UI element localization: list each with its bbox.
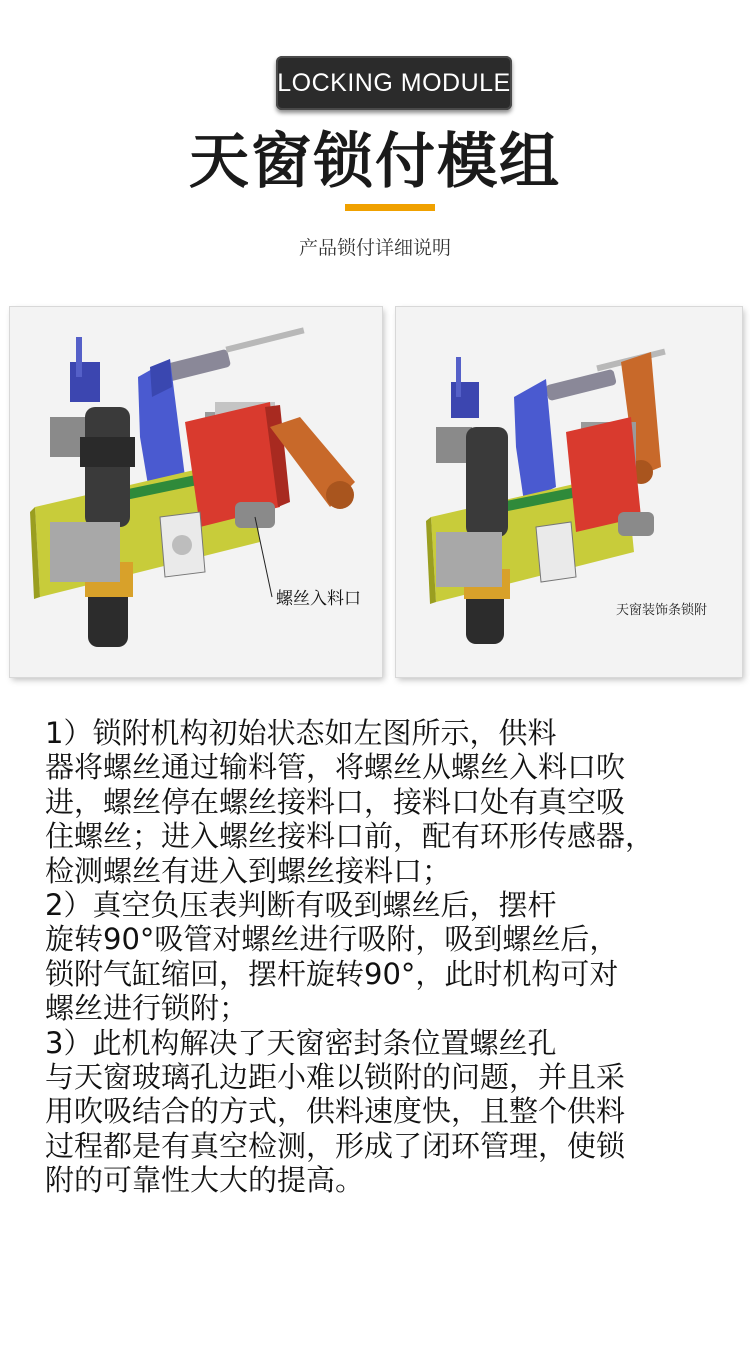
figure-sunroof-trim-locking: [396, 307, 742, 677]
description-line: 进，螺丝停在螺丝接料口，接料口处有真空吸: [45, 784, 626, 819]
page-title: 天窗锁付模组: [189, 127, 561, 197]
description-line: 3）此机构解决了天窗密封条位置螺丝孔: [45, 1025, 557, 1060]
description-line: 螺丝进行锁附；: [45, 991, 249, 1026]
description-line: 锁附气缸缩回，摆杆旋转90°，此时机构可对: [45, 956, 619, 991]
page-subtitle: 产品锁付详细说明: [298, 237, 451, 259]
description-line: 与天窗玻璃孔边距小难以锁附的问题，并且采: [45, 1059, 626, 1094]
description-line: 旋转90°吸管对螺丝进行吸附，吸到螺丝后，: [45, 922, 619, 957]
description-line: 2）真空负压表判断有吸到螺丝后，摆杆: [45, 887, 557, 922]
screw-inlet-callout: 螺丝入料口: [276, 589, 361, 609]
description-text: [45, 716, 735, 1197]
description-line: 1）锁附机构初始状态如左图所示，供料: [45, 716, 557, 750]
figure-initial-state: [10, 307, 382, 677]
sunroof-trim-callout: 天窗装饰条锁附: [616, 603, 708, 618]
description-line: 器将螺丝通过输料管，将螺丝从螺丝入料口吹: [45, 750, 626, 785]
description-line: 住螺丝；进入螺丝接料口前，配有环形传感器，: [45, 819, 655, 854]
description-line: 附的可靠性大大的提高。: [45, 1163, 365, 1198]
locking-mechanism-illustration: [10, 307, 382, 677]
locking-module-badge: LOCKING MODULE: [276, 56, 512, 110]
description-line: 过程都是有真空检测，形成了闭环管理，使锁: [45, 1128, 626, 1163]
sunroof-trim-locking-illustration: [396, 307, 742, 677]
accent-divider: [345, 204, 435, 211]
description-line: 用吹吸结合的方式，供料速度快，且整个供料: [45, 1094, 626, 1129]
description-line: 检测螺丝有进入到螺丝接料口；: [45, 853, 452, 888]
